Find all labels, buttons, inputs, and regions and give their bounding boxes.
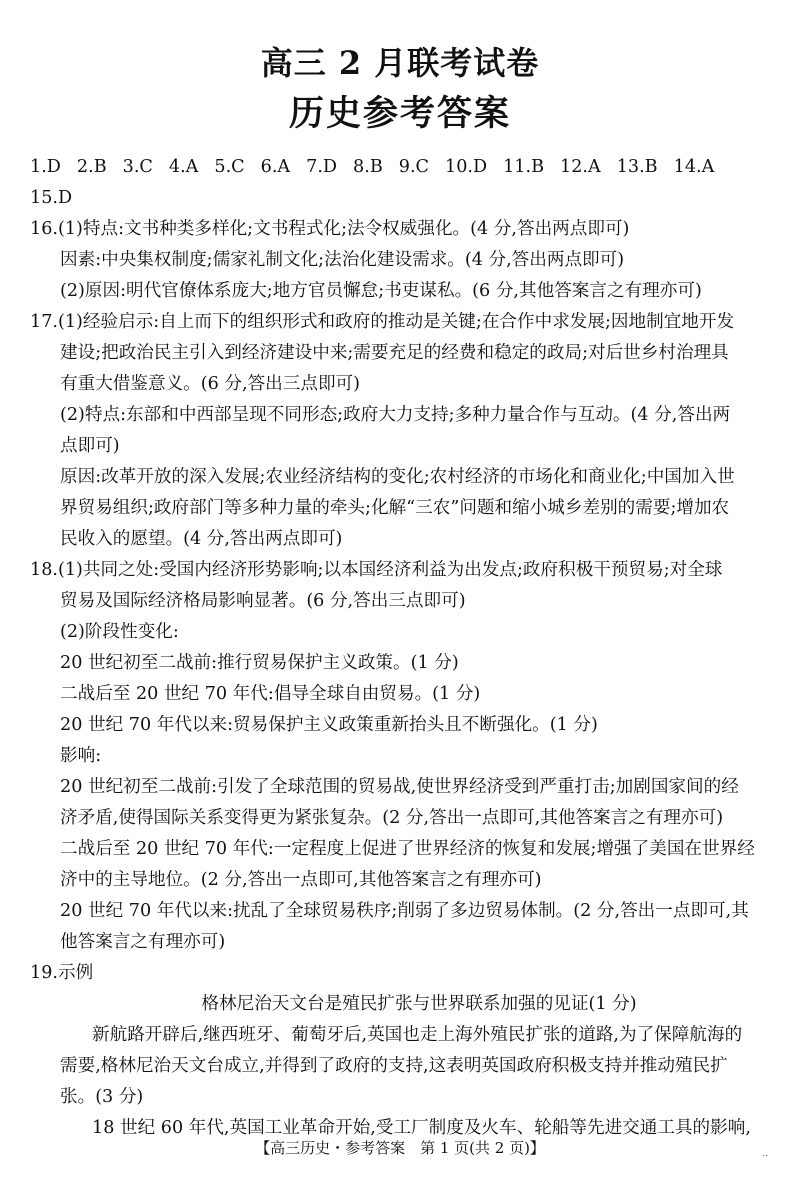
q17-text-line: 点即可): [60, 436, 120, 456]
q18-impact-heading: 影响:: [60, 746, 102, 766]
q18-text-line: 20 世纪初至二战前:引发了全球范围的贸易战,使世界经济受到严重打击;加剧国家间的经: [60, 777, 739, 797]
mcq-answer: 2.B: [76, 157, 107, 177]
q17-text-line: 民收入的愿望。(4 分,答出两点即可): [60, 529, 343, 549]
mcq-answer: 13.B: [616, 157, 658, 177]
mcq-answer: 4.A: [168, 157, 199, 177]
q19-text-line: 18 世纪 60 年代,英国工业革命开始,受工厂制度及火车、轮船等先进交通工具的影响,: [92, 1118, 751, 1138]
q18-text-line: 20 世纪初至二战前:推行贸易保护主义政策。(1 分): [60, 653, 459, 673]
q16-part2-line: (2)原因:明代官僚体系庞大;地方官员懈怠;书吏谋私。(6 分,其他答案言之有理亦可): [60, 281, 702, 301]
mcq-answer: 1.D: [30, 157, 61, 177]
q19-text-line: 张。(3 分): [60, 1087, 144, 1107]
q17-reasons-line: 原因:改革开放的深入发展;农业经济结构的变化;农村经济的市场化和商业化;中国加入世: [60, 467, 735, 487]
q18-text-line: 20 世纪 70 年代以来:贸易保护主义政策重新抬头且不断强化。(1 分): [60, 715, 598, 735]
q17-part1-line: 17.(1)经验启示:自上而下的组织形式和政府的推动是关键;在合作中求发展;因地制宜地开发: [30, 312, 735, 332]
q19-text-line: 新航路开辟后,继西班牙、葡萄牙后,英国也走上海外殖民扩张的道路,为了保障航海的: [92, 1025, 743, 1045]
mcq-answer: 14.A: [673, 157, 715, 177]
corner-mark: ..: [762, 1148, 769, 1159]
mcq-answers-row-1: [30, 152, 778, 183]
mcq-answer: 5.C: [214, 157, 245, 177]
mcq-answer: 8.B: [353, 157, 383, 177]
mcq-answer: 7.D: [306, 157, 338, 177]
q17-text-line: 界贸易组织;政府部门等多种力量的牵头;化解“三农”问题和缩小城乡差别的需要;增加农: [60, 498, 730, 518]
answer-key-title: 历史参考答案: [288, 93, 511, 134]
mcq-answer: 9.C: [398, 157, 429, 177]
q18-text-line: 20 世纪 70 年代以来:扰乱了全球贸易秩序;削弱了多边贸易体制。(2 分,答出一点即可,其: [60, 901, 749, 921]
mcq-answer: 3.C: [122, 157, 153, 177]
mcq-answer: 15.D: [30, 188, 73, 208]
mcq-answer: 10.D: [445, 157, 488, 177]
mcq-answer: 6.A: [260, 157, 291, 177]
q18-part1-line: 18.(1)共同之处:受国内经济形势影响;以本国经济利益为出发点;政府积极干预贸易;对全球: [30, 560, 723, 580]
q16-part1-line: 16.(1)特点:文书种类多样化;文书程式化;法令权威强化。(4 分,答出两点即可): [30, 219, 630, 239]
q18-text-line: 二战后至 20 世纪 70 年代:一定程度上促进了世界经济的恢复和发展;增强了美国在世界经: [60, 839, 755, 859]
q18-text-line: 贸易及国际经济格局影响显著。(6 分,答出三点即可): [60, 591, 466, 611]
q18-text-line: 济中的主导地位。(2 分,答出一点即可,其他答案言之有理亦可): [60, 870, 542, 890]
q18-text-line: 他答案言之有理亦可): [60, 932, 226, 952]
q18-part2-line: (2)阶段性变化:: [60, 622, 179, 642]
q19-heading: 19.示例: [30, 963, 94, 983]
mcq-answers-row-2: [30, 183, 778, 214]
q17-text-line: 建设;把政治民主引入到经济建设中来;需要充足的经费和稳定的政局;对后世乡村治理具: [60, 343, 729, 363]
mcq-answer: 12.A: [560, 157, 601, 177]
q18-text-line: 二战后至 20 世纪 70 年代:倡导全球自由贸易。(1 分): [60, 684, 481, 704]
q19-thesis: 格林尼治天文台是殖民扩张与世界联系加强的见证(1 分): [201, 994, 637, 1014]
page-footer: 【高三历史・参考答案 第 1 页(共 2 页)】: [255, 1139, 545, 1157]
q18-text-line: 济矛盾,使得国际关系变得更为紧张复杂。(2 分,答出一点即可,其他答案言之有理亦可): [60, 808, 724, 828]
q17-part2-line: (2)特点:东部和中西部呈现不同形态;政府大力支持;多种力量合作与互动。(4 分,答出两: [60, 405, 731, 425]
q16-factors-line: 因素:中央集权制度;儒家礼制文化;法治化建设需求。(4 分,答出两点即可): [60, 250, 625, 270]
q17-text-line: 有重大借鉴意义。(6 分,答出三点即可): [60, 374, 361, 394]
answer-body: [30, 152, 778, 1144]
q19-text-line: 需要,格林尼治天文台成立,并得到了政府的支持,这表明英国政府积极支持并推动殖民扩: [60, 1056, 728, 1076]
mcq-answer: 11.B: [503, 157, 545, 177]
exam-title: 高三 2 月联考试卷: [260, 44, 540, 82]
